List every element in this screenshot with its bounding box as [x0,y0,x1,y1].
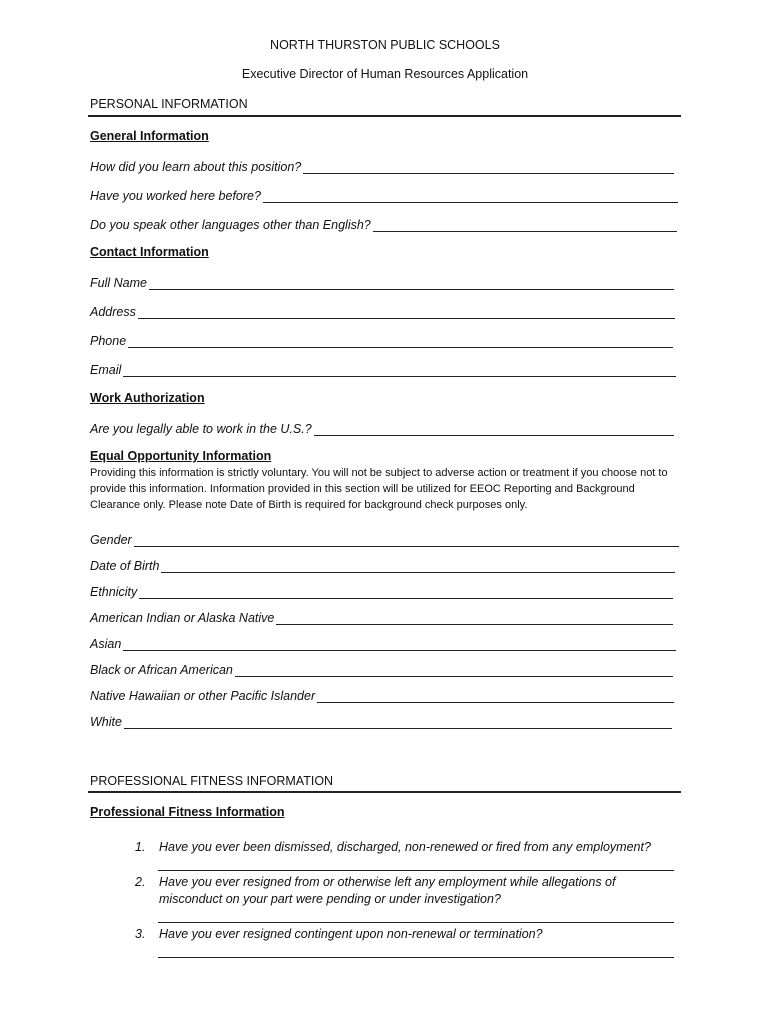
worked-here-field[interactable]: Have you worked here before? [90,187,678,203]
phone-field[interactable]: Phone [90,332,673,348]
question-2 [135,874,680,908]
question-number: 2. [135,875,146,889]
languages-field[interactable]: Do you speak other languages other than English? [90,216,677,232]
equal-opportunity-notice: Providing this information is strictly voluntary. You will not be subject to adverse action or treatment if you choose not to provide this information. Information provided in this section will be utilized for EEOC Reporting and Background Clearance only. Please note Date of Birth is required for background check purposes only. [90,467,668,511]
american-indian-field[interactable]: American Indian or Alaska Native [90,609,673,625]
professional-fitness-heading: Professional Fitness Information [90,805,285,819]
answer-line-2[interactable] [158,922,674,923]
question-text: Have you ever resigned from or otherwise left any employment while allegations of misconduct on your part were pending or under investigation? [159,875,616,906]
general-info-heading: General Information [90,129,209,143]
work-authorization-heading: Work Authorization [90,391,205,405]
native-hawaiian-field[interactable]: Native Hawaiian or other Pacific Islander [90,687,674,703]
question-text: Have you ever resigned contingent upon non-renewal or termination? [159,927,543,941]
ethnicity-field[interactable]: Ethnicity [90,583,673,599]
email-field[interactable]: Email [90,361,676,377]
work-authorization-field[interactable]: Are you legally able to work in the U.S.? [90,420,674,436]
black-african-american-field[interactable]: Black or African American [90,661,673,677]
address-field[interactable]: Address [90,303,675,319]
question-number: 1. [135,840,146,854]
question-3 [135,926,680,943]
section-divider [88,115,681,117]
white-field[interactable]: White [90,713,672,729]
answer-line-3[interactable] [158,957,674,958]
section-divider [88,791,681,793]
question-text: Have you ever been dismissed, discharged, non-renewed or fired from any employment? [159,840,651,854]
question-number: 3. [135,927,146,941]
asian-field[interactable]: Asian [90,635,676,651]
answer-line-1[interactable] [158,870,674,871]
organization-name: NORTH THURSTON PUBLIC SCHOOLS [270,38,500,52]
how-learned-field[interactable]: How did you learn about this position? [90,158,674,174]
gender-field[interactable]: Gender [90,531,679,547]
contact-info-heading: Contact Information [90,245,209,259]
professional-section-title: PROFESSIONAL FITNESS INFORMATION [90,774,334,788]
question-1 [135,839,680,856]
full-name-field[interactable]: Full Name [90,274,674,290]
equal-opportunity-heading: Equal Opportunity Information [90,449,272,463]
personal-section-title: PERSONAL INFORMATION [90,97,248,111]
form-title: Executive Director of Human Resources Application [241,67,529,81]
date-of-birth-field[interactable]: Date of Birth [90,557,675,573]
